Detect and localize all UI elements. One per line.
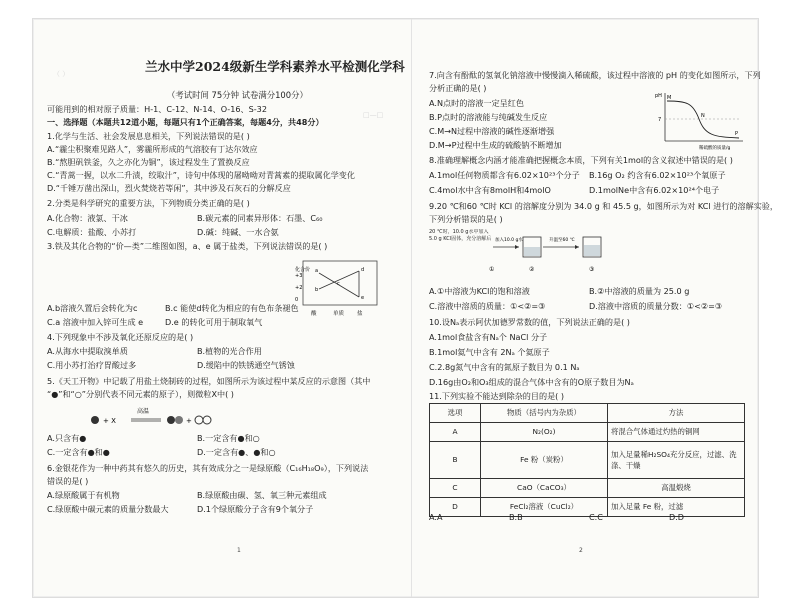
- valence-axis-label: 化合价: [295, 267, 311, 273]
- q2-stem: 2.分类是科学研究的重要方法，下列物质分类正确的是( ): [47, 198, 250, 208]
- q6-option-b: B.绿原酸由碳、氢、氧三种元素组成: [197, 490, 327, 500]
- q8-option-d: D.1molNe中含有6.02×10²⁴个电子: [589, 185, 720, 195]
- table-row: [430, 423, 745, 442]
- q10-option-d: D.16g由O₂和O₃组成的混合气体中含有的O原子数目为Nₐ: [429, 377, 634, 387]
- beaker-label: ①: [489, 266, 495, 273]
- q11-table: [429, 403, 745, 517]
- q11-stem: 11.下列实验不能达到除杂的目的是( ): [429, 391, 565, 401]
- table-row: [430, 498, 745, 517]
- step1-text: 20 ℃时，10.0 g水中加入5.0 g KCl固体，充分溶解后: [429, 229, 492, 242]
- table-header-row: [430, 404, 745, 423]
- q10-stem: 10.设Nₐ表示阿伏加德罗常数的值，下列说法正确的是( ): [429, 317, 630, 327]
- q2-option-c: C.电解质：盐酸、小苏打: [47, 227, 137, 237]
- q9-stem-cont: 下列分析错误的是( ): [429, 214, 503, 224]
- q9-option-a: A.①中溶液为KCl的饱和溶液: [429, 286, 530, 296]
- point-label: e: [361, 295, 365, 301]
- table-cell: B: [430, 442, 481, 479]
- table-row: [430, 479, 745, 498]
- q5-reaction-diagram: [87, 403, 227, 429]
- exam-info: （考试时间 75分钟 试卷满分100分）: [167, 90, 308, 100]
- table-header: 物质（括号内为杂质）: [481, 404, 608, 423]
- table-cell: 加入足量稀H₂SO₄充分反应，过滤、洗涤、干燥: [608, 442, 745, 479]
- q5-stem-cont: “●”和“○”分别代表不同元素的原子），则微粒X中( ): [47, 389, 234, 399]
- q7-option-d: D.M→P过程中生成的硫酸钠不断增加: [429, 140, 562, 150]
- q4-option-c: C.用小苏打治疗胃酸过多: [47, 360, 137, 370]
- q5-option-b: B.一定含有●和○: [197, 433, 260, 443]
- q7-option-a: A.N点时的溶液一定呈红色: [429, 98, 524, 108]
- table-cell: FeCl₂溶液（CuCl₂）: [481, 498, 608, 517]
- table-cell: 高温煅烧: [608, 479, 745, 498]
- table-cell: 加入足量 Fe 粉，过滤: [608, 498, 745, 517]
- page-number-right: 2: [579, 547, 583, 554]
- step3-text: 升温至60 ℃: [549, 238, 575, 243]
- show-through-text: □—□: [363, 111, 384, 119]
- point-label: c: [337, 281, 340, 287]
- q7-stem: 7.向含有酚酞的氢氧化钠溶液中慢慢滴入稀硫酸，该过程中溶液的 pH 的变化如图所示，下列: [429, 70, 761, 80]
- point-label: b: [315, 287, 319, 293]
- q11-option-b: B.B: [509, 512, 523, 522]
- atomic-masses: 可能用到的相对原子质量：H-1、C-12、N-14、O-16、S-32: [47, 104, 267, 114]
- q8-stem: 8.准确理解概念内涵才能准确把握概念本质，下列有关1mol的含义叙述中错误的是( ): [429, 155, 733, 165]
- table-cell: D: [430, 498, 481, 517]
- category-label: 单质: [333, 311, 345, 317]
- q3-option-b: B.c 能使d转化为相应的有色布条褪色: [165, 303, 299, 313]
- category-label: 盐: [357, 311, 363, 317]
- q4-option-d: D.缓陷中的铁锈通空气锈蚀: [197, 360, 295, 370]
- reaction-condition: 高温: [137, 408, 150, 415]
- valence-tick: +3: [295, 273, 303, 279]
- q4-stem: 4.下列现象中不涉及氧化还原反应的是( ): [47, 332, 194, 342]
- table-row: [430, 442, 745, 479]
- q7-option-b: B.P点时的溶液能与纯碱发生反应: [429, 112, 548, 122]
- table-cell: A: [430, 423, 481, 442]
- page-number-left: 1: [237, 547, 241, 554]
- beaker-label: ③: [589, 266, 595, 273]
- q2-option-d: D.碱：纯碱、一水合氨: [197, 227, 279, 237]
- q9-option-b: B.②中溶液的质量为 25.0 g: [589, 286, 690, 296]
- q9-option-c: C.溶液中溶质的质量：①<②=③: [429, 301, 546, 311]
- exam-paper: [32, 18, 778, 598]
- q2-option-a: A.化合物：液氯、干冰: [47, 213, 128, 223]
- q3-stem: 3.铁及其化合物的“价—类”二维图如图，a、e 属于盐类，下列说法错误的是( ): [47, 241, 328, 251]
- q5-stem: 5.《天工开物》中记载了用盐土烧制砖的过程，如图所示为该过程中某反应的示意图（其中: [47, 376, 371, 386]
- q1-option-d: D.“千锤万凿出深山，烈火焚烧若等闲”，其中涉及石灰石的分解反应: [47, 183, 291, 193]
- q11-option-a: A.A: [429, 512, 443, 522]
- q4-option-b: B.植物的光合作用: [197, 346, 262, 356]
- beaker-label: ②: [529, 266, 535, 273]
- q6-option-a: A.绿原酸属于有机物: [47, 490, 120, 500]
- point-label: d: [361, 267, 365, 273]
- x-axis-label: 稀硫酸的质量/g: [699, 146, 731, 151]
- q7-ph-graph: [653, 89, 747, 151]
- show-through-text: （ ）: [53, 70, 70, 78]
- q5-option-c: C.一定含有●和●: [47, 447, 110, 457]
- point-label: M: [667, 95, 672, 101]
- table-cell: Fe 粉（炭粉）: [481, 442, 608, 479]
- table-header: 选项: [430, 404, 481, 423]
- q5-option-d: D.一定含有●、●和○: [197, 447, 276, 457]
- svg-text:+: +: [186, 417, 192, 425]
- ph-tick: 7: [658, 117, 662, 123]
- q3-option-c: C.a 溶液中加入锌可生成 e: [47, 317, 144, 327]
- table-header: 方法: [608, 404, 745, 423]
- left-column: [47, 19, 405, 597]
- q3-option-a: A.b溶液久置后会转化为c: [47, 303, 138, 313]
- section-heading: 一、选择题（本题共12道小题，每题只有1个正确答案，每题4分，共48分）: [47, 117, 324, 127]
- q11-option-c: C.C: [589, 512, 603, 522]
- q1-option-c: C.“青蒿一握，以水二升渍，绞取汁”，诗句中体现的屠呦呦对青蒿素的提取属化学变化: [47, 170, 355, 180]
- q1-stem: 1.化学与生活、社会发展息息相关，下列说法错误的是( ): [47, 131, 250, 141]
- point-label: N: [701, 113, 705, 119]
- q9-dissolution-figure: [429, 227, 639, 277]
- category-label: 酸: [311, 311, 317, 317]
- q5-option-a: A.只含有●: [47, 433, 87, 443]
- table-cell: N₂(O₂): [481, 423, 608, 442]
- table-cell: C: [430, 479, 481, 498]
- right-column: [429, 19, 778, 597]
- q3-option-d: D.e 的转化可用于制取氧气: [165, 317, 263, 327]
- q7-stem-cont: 分析正确的是( ): [429, 83, 487, 93]
- q8-option-b: B.16g O₂ 约含有6.02×10²³个氧原子: [589, 170, 726, 180]
- q1-option-a: A.“霾尘积聚难见路人”，雾霾所形成的气溶胶有丁达尔效应: [47, 144, 258, 154]
- q2-option-b: B.碳元素的同素异形体：石墨、C₆₀: [197, 213, 323, 223]
- q3-valence-diagram: [293, 257, 389, 319]
- q9-option-d: D.溶液中溶质的质量分数：①<②=③: [589, 301, 723, 311]
- q8-option-a: A.1mol任何物质都含有6.02×10²³个分子: [429, 170, 580, 180]
- q7-option-c: C.M→N过程中溶液的碱性逐渐增强: [429, 126, 555, 136]
- q8-option-c: C.4mol水中含有8molH和4molO: [429, 185, 551, 195]
- step2-text: 加入10.0 g水: [495, 238, 523, 243]
- q9-stem: 9.20 ℃和60 ℃时 KCl 的溶解度分别为 34.0 g 和 45.5 g，如图所示为对 KCl 进行的溶解实验，: [429, 201, 778, 211]
- table-cell: CaO（CaCO₃）: [481, 479, 608, 498]
- reactant-x-label: + X: [103, 417, 116, 425]
- q10-option-b: B.1mol氦气中含有 2Nₐ 个氦原子: [429, 347, 550, 357]
- q4-option-a: A.从海水中提取溴单质: [47, 346, 128, 356]
- point-label: a: [315, 268, 319, 274]
- table-cell: 将混合气体通过灼热的铜网: [608, 423, 745, 442]
- q10-option-c: C.2.8g氮气中含有的氮原子数目为 0.1 Nₐ: [429, 362, 580, 372]
- q6-option-d: D.1个绿原酸分子含有9个氧分子: [197, 504, 314, 514]
- valence-tick: 0: [295, 297, 299, 303]
- q10-option-a: A.1mol食盐含有Nₐ个 NaCl 分子: [429, 332, 548, 342]
- q6-stem: 6.金银花作为一种中药其有悠久的历史，其有效成分之一是绿原酸（C₁₆H₁₈O₉），下列说法: [47, 463, 369, 473]
- ph-axis-label: pH: [655, 93, 662, 99]
- point-label: P: [735, 131, 739, 137]
- q6-stem-cont: 错误的是( ): [47, 476, 89, 486]
- valence-tick: +2: [295, 285, 303, 291]
- q1-option-b: B.“熬胆矾铁釜，久之亦化为铜”，该过程发生了置换反应: [47, 157, 250, 167]
- q11-option-d: D.D: [669, 512, 685, 522]
- q6-option-c: C.绿原酸中碳元素的质量分数最大: [47, 504, 169, 514]
- exam-title: 兰水中学2024级新生学科素养水平检测化学科: [145, 59, 405, 74]
- page-fold: [411, 19, 412, 597]
